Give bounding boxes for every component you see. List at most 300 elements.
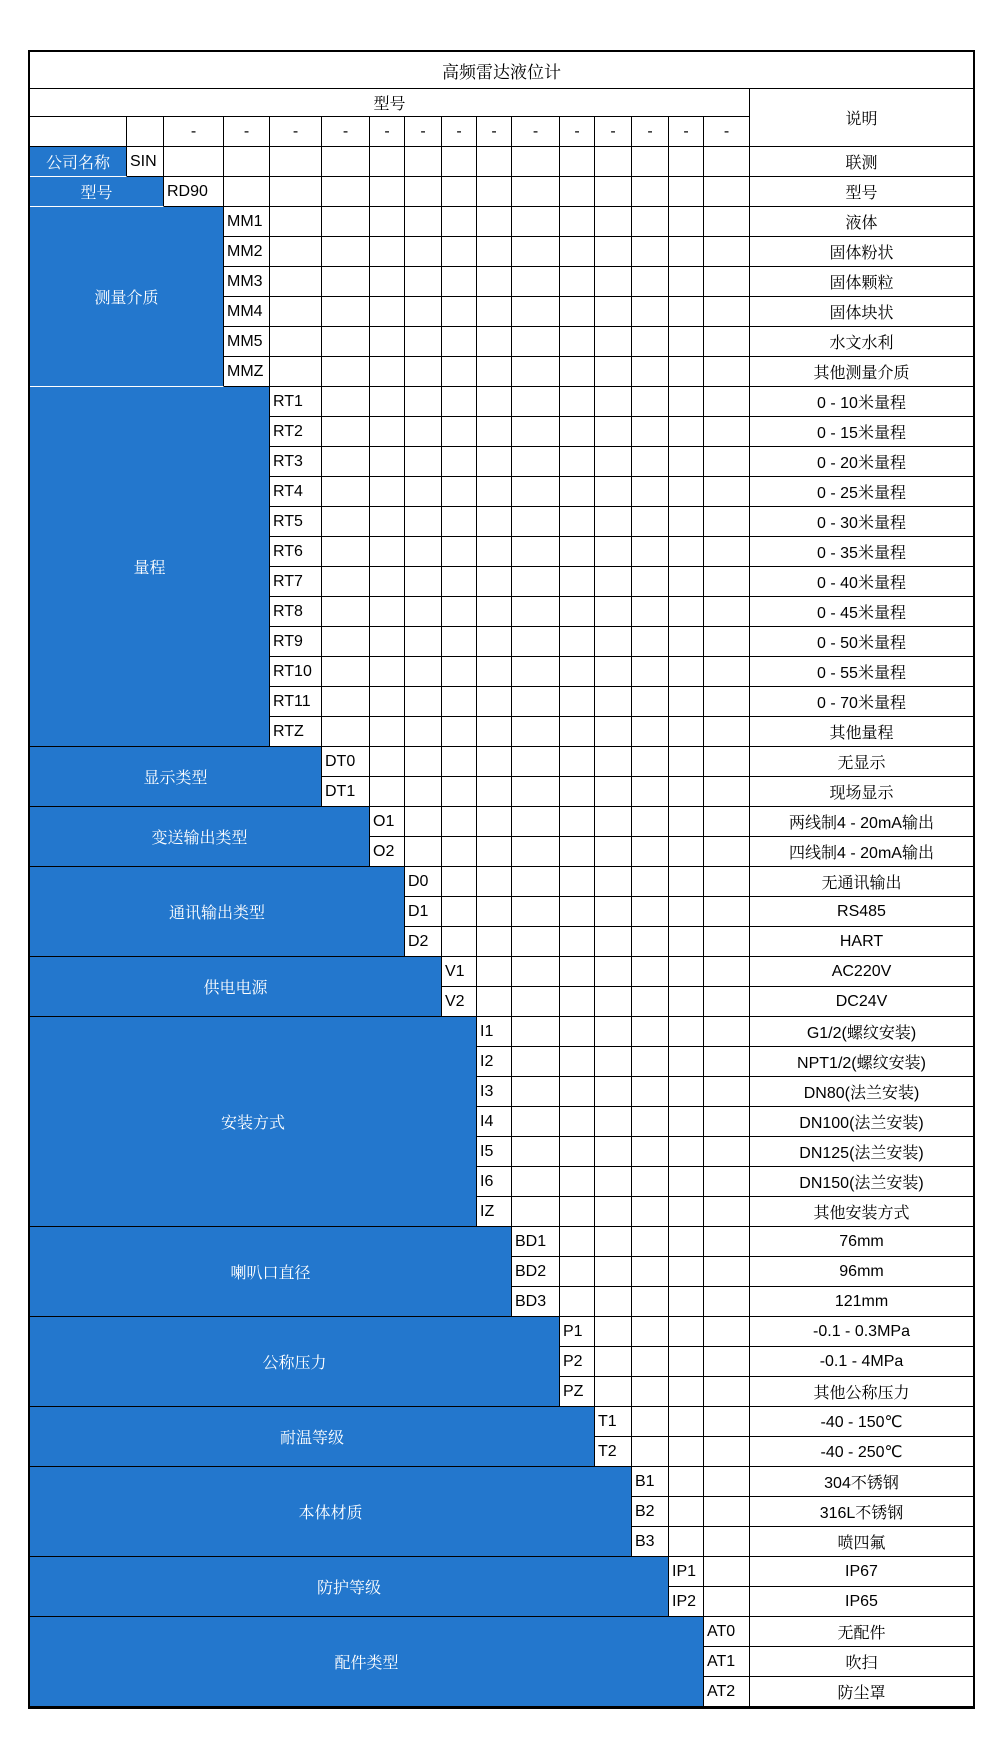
empty-cell [669, 267, 704, 297]
empty-cell [322, 297, 370, 327]
empty-cell [512, 207, 560, 237]
empty-cell [632, 837, 669, 867]
empty-cell [405, 147, 442, 177]
empty-cell [632, 297, 669, 327]
desc-cell: 无显示 [750, 747, 973, 777]
empty-cell [669, 897, 704, 927]
empty-cell [632, 567, 669, 597]
dash-cell: - [632, 117, 669, 147]
empty-cell [595, 627, 632, 657]
table-row [30, 1467, 973, 1497]
dash-cell: - [164, 117, 224, 147]
category-cell: 防护等级 [30, 1557, 669, 1617]
empty-cell [560, 537, 595, 567]
empty-cell [512, 387, 560, 417]
code-cell: RT10 [270, 657, 322, 687]
empty-cell [477, 927, 512, 957]
empty-cell [704, 567, 750, 597]
empty-cell [595, 957, 632, 987]
empty-cell [477, 657, 512, 687]
empty-cell [370, 687, 405, 717]
code-cell: T2 [595, 1437, 632, 1467]
code-cell: B2 [632, 1497, 669, 1527]
empty-cell [560, 1137, 595, 1167]
desc-cell: HART [750, 927, 973, 957]
table-row [30, 177, 973, 207]
empty-cell [632, 747, 669, 777]
desc-cell: 喷四氟 [750, 1527, 973, 1557]
empty-cell [477, 417, 512, 447]
empty-cell [512, 417, 560, 447]
code-cell: I5 [477, 1137, 512, 1167]
code-cell: RT4 [270, 477, 322, 507]
code-cell: RT3 [270, 447, 322, 477]
empty-cell [442, 897, 477, 927]
empty-cell [560, 627, 595, 657]
empty-cell [669, 417, 704, 447]
code-cell: I4 [477, 1107, 512, 1137]
empty-cell [560, 897, 595, 927]
desc-cell: 固体颗粒 [750, 267, 973, 297]
empty-cell [595, 177, 632, 207]
empty-cell [477, 987, 512, 1017]
empty-cell [560, 1107, 595, 1137]
empty-cell [512, 1077, 560, 1107]
category-cell: 型号 [30, 177, 164, 207]
empty-cell [632, 687, 669, 717]
empty-cell [632, 1107, 669, 1137]
empty-cell [632, 1197, 669, 1227]
code-cell: RT11 [270, 687, 322, 717]
empty-cell [632, 147, 669, 177]
category-cell: 喇叭口直径 [30, 1227, 512, 1317]
desc-cell: 两线制4 - 20mA输出 [750, 807, 973, 837]
empty-cell [442, 747, 477, 777]
desc-cell: 无配件 [750, 1617, 973, 1647]
code-cell: IP1 [669, 1557, 704, 1587]
empty-cell [512, 1107, 560, 1137]
empty-cell [560, 207, 595, 237]
empty-cell [442, 627, 477, 657]
table-row [30, 1407, 973, 1437]
empty-cell [512, 627, 560, 657]
empty-cell [560, 447, 595, 477]
empty-cell [477, 327, 512, 357]
empty-cell [704, 687, 750, 717]
empty-cell [595, 597, 632, 627]
desc-cell: 316L不锈钢 [750, 1497, 973, 1527]
empty-cell [669, 867, 704, 897]
dash-cell: - [270, 117, 322, 147]
category-cell: 测量介质 [30, 207, 224, 387]
empty-cell [704, 1527, 750, 1557]
empty-cell [164, 147, 224, 177]
empty-cell [669, 1437, 704, 1467]
empty-cell [405, 567, 442, 597]
empty-cell [322, 417, 370, 447]
desc-cell: 0 - 40米量程 [750, 567, 973, 597]
empty-cell [442, 477, 477, 507]
dash-cell: - [669, 117, 704, 147]
table-row [30, 387, 973, 417]
empty-cell [560, 357, 595, 387]
empty-cell [405, 507, 442, 537]
dash-cell: - [704, 117, 750, 147]
empty-cell [595, 1257, 632, 1287]
desc-cell: IP65 [750, 1587, 973, 1617]
empty-cell [370, 597, 405, 627]
category-cell: 本体材质 [30, 1467, 632, 1557]
table-row [30, 1017, 973, 1047]
empty-cell [512, 837, 560, 867]
dash-cell: - [560, 117, 595, 147]
empty-cell [560, 327, 595, 357]
empty-cell [669, 627, 704, 657]
empty-cell [477, 717, 512, 747]
empty-cell [704, 1437, 750, 1467]
category-cell: 配件类型 [30, 1617, 704, 1707]
desc-cell: 0 - 70米量程 [750, 687, 973, 717]
desc-cell: 304不锈钢 [750, 1467, 973, 1497]
empty-cell [595, 807, 632, 837]
empty-cell [669, 657, 704, 687]
empty-cell [704, 897, 750, 927]
empty-cell [512, 897, 560, 927]
empty-cell [322, 357, 370, 387]
empty-cell [632, 657, 669, 687]
empty-cell [370, 147, 405, 177]
code-cell: B3 [632, 1527, 669, 1557]
dash-cell: - [224, 117, 270, 147]
empty-cell [560, 837, 595, 867]
empty-cell [595, 1167, 632, 1197]
empty-cell [405, 297, 442, 327]
empty-cell [370, 177, 405, 207]
empty-cell [512, 537, 560, 567]
code-cell: BD1 [512, 1227, 560, 1257]
code-cell: O1 [370, 807, 405, 837]
empty-cell [704, 1347, 750, 1377]
empty-cell [512, 867, 560, 897]
empty-cell [632, 477, 669, 507]
empty-cell [560, 477, 595, 507]
empty-cell [669, 1317, 704, 1347]
empty-cell [477, 567, 512, 597]
empty-cell [560, 1257, 595, 1287]
empty-cell [669, 447, 704, 477]
empty-cell [270, 177, 322, 207]
empty-cell [704, 1557, 750, 1587]
empty-cell [632, 237, 669, 267]
empty-cell [512, 447, 560, 477]
empty-cell [477, 837, 512, 867]
empty-cell [477, 597, 512, 627]
code-cell: D0 [405, 867, 442, 897]
desc-cell: 96mm [750, 1257, 973, 1287]
empty-cell [632, 717, 669, 747]
empty-cell [595, 1347, 632, 1377]
code-cell: PZ [560, 1377, 595, 1407]
empty-cell [704, 477, 750, 507]
empty-cell [704, 177, 750, 207]
empty-cell [322, 387, 370, 417]
empty-cell [442, 447, 477, 477]
empty-cell [595, 1197, 632, 1227]
code-cell: DT0 [322, 747, 370, 777]
desc-cell: 液体 [750, 207, 973, 237]
empty-cell [704, 597, 750, 627]
empty-cell [704, 837, 750, 867]
empty-cell [370, 717, 405, 747]
empty-cell [669, 957, 704, 987]
empty-cell [595, 1107, 632, 1137]
empty-cell [560, 267, 595, 297]
empty-cell [595, 507, 632, 537]
empty-cell [477, 237, 512, 267]
code-cell: V1 [442, 957, 477, 987]
empty-cell [632, 1077, 669, 1107]
desc-cell: G1/2(螺纹安装) [750, 1017, 973, 1047]
desc-cell: 现场显示 [750, 777, 973, 807]
empty-cell [704, 1467, 750, 1497]
empty-cell [632, 537, 669, 567]
empty-cell [704, 1407, 750, 1437]
empty-cell [704, 417, 750, 447]
empty-cell [669, 1107, 704, 1137]
empty-cell [669, 1017, 704, 1047]
desc-cell: -40 - 250℃ [750, 1437, 973, 1467]
empty-cell [405, 597, 442, 627]
desc-cell: DN150(法兰安装) [750, 1167, 973, 1197]
code-cell: T1 [595, 1407, 632, 1437]
empty-cell [405, 687, 442, 717]
empty-cell [560, 1227, 595, 1257]
empty-cell [442, 657, 477, 687]
empty-cell [512, 267, 560, 297]
empty-cell [704, 267, 750, 297]
empty-cell [322, 567, 370, 597]
empty-cell [704, 867, 750, 897]
empty-cell [560, 387, 595, 417]
empty-cell [669, 1227, 704, 1257]
empty-cell [595, 327, 632, 357]
empty-cell [322, 267, 370, 297]
empty-cell [512, 927, 560, 957]
dash-cell: - [405, 117, 442, 147]
desc-cell: NPT1/2(螺纹安装) [750, 1047, 973, 1077]
empty-cell [512, 747, 560, 777]
code-cell: RT2 [270, 417, 322, 447]
empty-cell [560, 777, 595, 807]
table-row [30, 807, 973, 837]
empty-cell [632, 177, 669, 207]
desc-cell: 121mm [750, 1287, 973, 1317]
empty-cell [322, 177, 370, 207]
empty-cell [477, 747, 512, 777]
empty-cell [595, 987, 632, 1017]
empty-cell [560, 177, 595, 207]
empty-cell [512, 987, 560, 1017]
empty-cell [442, 837, 477, 867]
empty-cell [669, 537, 704, 567]
empty-cell [405, 207, 442, 237]
empty-cell [704, 1167, 750, 1197]
empty-cell [322, 597, 370, 627]
empty-cell [595, 237, 632, 267]
empty-cell [704, 1137, 750, 1167]
empty-cell [405, 717, 442, 747]
empty-cell [512, 957, 560, 987]
empty-cell [669, 147, 704, 177]
desc-cell: DN125(法兰安装) [750, 1137, 973, 1167]
empty-cell [370, 417, 405, 447]
code-cell: AT1 [704, 1647, 750, 1677]
empty-cell [477, 627, 512, 657]
empty-cell [669, 1497, 704, 1527]
code-cell: IZ [477, 1197, 512, 1227]
empty-cell [560, 687, 595, 717]
empty-cell [370, 507, 405, 537]
desc-cell: IP67 [750, 1557, 973, 1587]
empty-cell [595, 1017, 632, 1047]
empty-cell [442, 507, 477, 537]
empty-cell [405, 237, 442, 267]
empty-cell [704, 927, 750, 957]
empty-cell [632, 777, 669, 807]
empty-cell [370, 387, 405, 417]
category-cell: 安装方式 [30, 1017, 477, 1227]
empty-cell [704, 207, 750, 237]
empty-cell [704, 747, 750, 777]
empty-cell [669, 1137, 704, 1167]
empty-cell [370, 567, 405, 597]
empty-cell [477, 477, 512, 507]
empty-cell [595, 567, 632, 597]
desc-cell: 联测 [750, 147, 973, 177]
desc-cell: DC24V [750, 987, 973, 1017]
empty-cell [669, 987, 704, 1017]
empty-cell [669, 207, 704, 237]
empty-cell [370, 747, 405, 777]
empty-cell [405, 267, 442, 297]
empty-cell [270, 297, 322, 327]
table-header [30, 52, 973, 147]
desc-cell: 其他测量介质 [750, 357, 973, 387]
empty-cell [322, 657, 370, 687]
category-cell: 公称压力 [30, 1317, 560, 1407]
empty-cell [322, 507, 370, 537]
empty-cell [632, 1347, 669, 1377]
empty-cell [632, 957, 669, 987]
empty-cell [632, 1377, 669, 1407]
empty-cell [560, 297, 595, 327]
category-cell: 量程 [30, 387, 270, 747]
empty-cell [442, 297, 477, 327]
desc-cell: 0 - 50米量程 [750, 627, 973, 657]
empty-cell [322, 477, 370, 507]
empty-cell [595, 417, 632, 447]
empty-cell [669, 837, 704, 867]
empty-cell [632, 327, 669, 357]
code-cell: AT2 [704, 1677, 750, 1707]
empty-cell [512, 1167, 560, 1197]
empty-cell [224, 147, 270, 177]
empty-cell [405, 417, 442, 447]
empty-cell [477, 867, 512, 897]
desc-cell: 0 - 35米量程 [750, 537, 973, 567]
code-cell: RD90 [164, 177, 224, 207]
empty-cell [370, 447, 405, 477]
desc-cell: 其他量程 [750, 717, 973, 747]
model-selection-table [28, 50, 975, 1709]
empty-cell [370, 267, 405, 297]
desc-cell: 0 - 20米量程 [750, 447, 973, 477]
empty-cell [595, 657, 632, 687]
empty-cell [270, 237, 322, 267]
code-cell: MM4 [224, 297, 270, 327]
empty-cell [405, 657, 442, 687]
code-cell: MM1 [224, 207, 270, 237]
code-cell: V2 [442, 987, 477, 1017]
empty-cell [477, 507, 512, 537]
desc-cell: 无通讯输出 [750, 867, 973, 897]
empty-cell [322, 447, 370, 477]
desc-cell: 0 - 45米量程 [750, 597, 973, 627]
empty-cell [669, 387, 704, 417]
empty-cell [632, 897, 669, 927]
empty-cell [560, 987, 595, 1017]
desc-cell: 型号 [750, 177, 973, 207]
empty-cell [669, 297, 704, 327]
empty-cell [477, 447, 512, 477]
empty-cell [322, 327, 370, 357]
empty-cell [632, 1437, 669, 1467]
empty-cell [632, 357, 669, 387]
empty-cell [669, 357, 704, 387]
empty-cell [405, 477, 442, 507]
empty-cell [669, 327, 704, 357]
empty-cell [560, 867, 595, 897]
empty-cell [632, 927, 669, 957]
empty-cell [405, 327, 442, 357]
empty-cell [595, 1137, 632, 1167]
empty-cell [632, 447, 669, 477]
empty-cell [405, 447, 442, 477]
empty-cell [270, 267, 322, 297]
empty-cell [477, 147, 512, 177]
empty-cell [632, 1167, 669, 1197]
code-cell: RT8 [270, 597, 322, 627]
desc-cell: 水文水利 [750, 327, 973, 357]
empty-cell [442, 357, 477, 387]
empty-cell [632, 597, 669, 627]
empty-cell [595, 447, 632, 477]
empty-cell [405, 537, 442, 567]
desc-cell: 0 - 10米量程 [750, 387, 973, 417]
empty-cell [512, 1047, 560, 1077]
code-cell: P2 [560, 1347, 595, 1377]
empty-cell [512, 237, 560, 267]
empty-cell [477, 777, 512, 807]
empty-cell [405, 177, 442, 207]
empty-cell [632, 987, 669, 1017]
desc-cell: 其他安装方式 [750, 1197, 973, 1227]
empty-cell [477, 807, 512, 837]
empty-cell [512, 507, 560, 537]
empty-cell [704, 1287, 750, 1317]
empty-cell [595, 897, 632, 927]
table-row [30, 957, 973, 987]
